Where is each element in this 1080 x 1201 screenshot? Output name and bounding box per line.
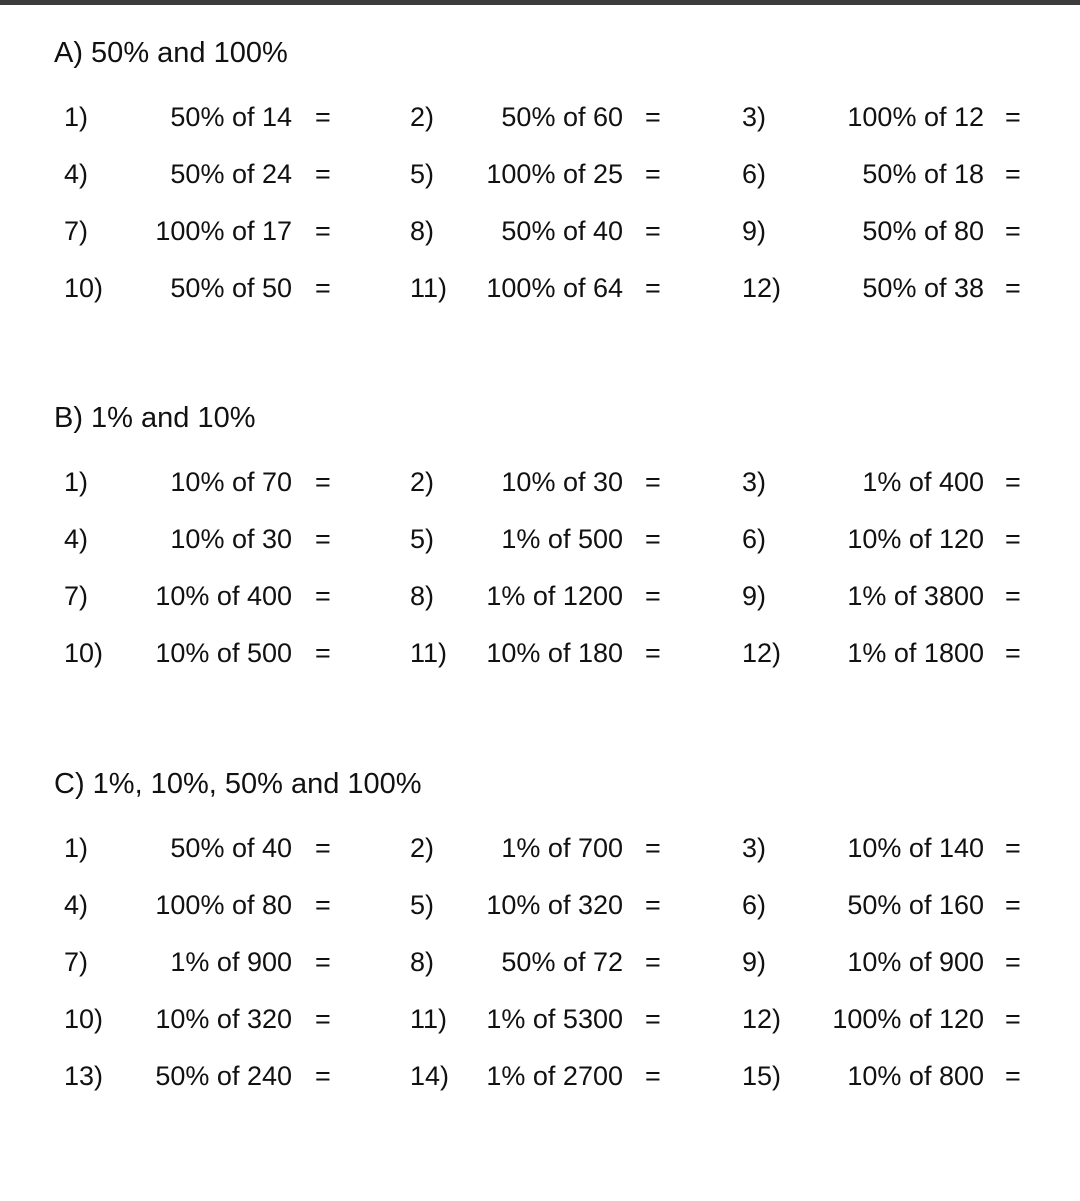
equals-sign: =: [645, 467, 661, 497]
question-number: 4): [64, 524, 89, 554]
question-expression: 10% of 120: [847, 524, 984, 554]
question-number: 12): [742, 1004, 782, 1034]
question-number: 10): [64, 1004, 104, 1034]
equals-sign: =: [1005, 1004, 1021, 1034]
question-number: 10): [64, 273, 104, 303]
question-number: 1): [64, 833, 89, 863]
question-row: [0, 579, 1080, 613]
question-number: 11): [410, 638, 448, 668]
question-number: 3): [742, 467, 767, 497]
question-number: 6): [742, 159, 767, 189]
question-expression: 100% of 64: [486, 273, 623, 303]
equals-sign: =: [315, 581, 331, 611]
equals-sign: =: [315, 524, 331, 554]
equals-sign: =: [1005, 638, 1021, 668]
equals-sign: =: [1005, 833, 1021, 863]
question-expression: 50% of 72: [501, 947, 623, 977]
equals-sign: =: [315, 159, 331, 189]
question-expression: 10% of 320: [155, 1004, 292, 1034]
question-number: 5): [410, 524, 435, 554]
question-expression: 10% of 30: [170, 524, 292, 554]
question-number: 8): [410, 581, 435, 611]
question-expression: 1% of 700: [501, 833, 623, 863]
question-row: [0, 888, 1080, 922]
question-expression: 100% of 120: [832, 1004, 984, 1034]
question-number: 3): [742, 833, 767, 863]
equals-sign: =: [645, 947, 661, 977]
equals-sign: =: [1005, 890, 1021, 920]
equals-sign: =: [315, 833, 331, 863]
equals-sign: =: [1005, 102, 1021, 132]
question-row: [0, 100, 1080, 134]
equals-sign: =: [1005, 581, 1021, 611]
equals-sign: =: [645, 159, 661, 189]
question-number: 1): [64, 102, 89, 132]
question-expression: 10% of 140: [847, 833, 984, 863]
question-expression: 10% of 800: [847, 1061, 984, 1091]
equals-sign: =: [645, 1061, 661, 1091]
question-expression: 1% of 500: [501, 524, 623, 554]
equals-sign: =: [645, 1004, 661, 1034]
question-number: 3): [742, 102, 767, 132]
question-number: 7): [64, 216, 89, 246]
question-expression: 50% of 50: [170, 273, 292, 303]
question-number: 10): [64, 638, 104, 668]
question-expression: 100% of 17: [155, 216, 292, 246]
equals-sign: =: [1005, 467, 1021, 497]
question-expression: 100% of 25: [486, 159, 623, 189]
question-row: [0, 157, 1080, 191]
question-expression: 50% of 24: [170, 159, 292, 189]
question-expression: 50% of 40: [501, 216, 623, 246]
question-expression: 1% of 1200: [486, 581, 623, 611]
question-number: 4): [64, 159, 89, 189]
question-expression: 50% of 38: [862, 273, 984, 303]
question-number: 8): [410, 947, 435, 977]
question-expression: 50% of 160: [847, 890, 984, 920]
equals-sign: =: [1005, 273, 1021, 303]
question-row: [0, 271, 1080, 305]
question-expression: 1% of 2700: [486, 1061, 623, 1091]
equals-sign: =: [1005, 524, 1021, 554]
question-row: [0, 945, 1080, 979]
equals-sign: =: [315, 102, 331, 132]
question-number: 2): [410, 833, 435, 863]
question-expression: 10% of 320: [486, 890, 623, 920]
question-row: [0, 831, 1080, 865]
equals-sign: =: [315, 1061, 331, 1091]
question-expression: 1% of 400: [862, 467, 984, 497]
equals-sign: =: [1005, 159, 1021, 189]
question-number: 12): [742, 638, 782, 668]
question-number: 4): [64, 890, 89, 920]
top-border: [0, 0, 1080, 5]
question-number: 7): [64, 581, 89, 611]
equals-sign: =: [315, 1004, 331, 1034]
question-number: 12): [742, 273, 782, 303]
question-expression: 10% of 500: [155, 638, 292, 668]
question-number: 8): [410, 216, 435, 246]
question-number: 9): [742, 581, 767, 611]
equals-sign: =: [1005, 947, 1021, 977]
equals-sign: =: [645, 581, 661, 611]
equals-sign: =: [315, 947, 331, 977]
question-number: 6): [742, 524, 767, 554]
equals-sign: =: [645, 102, 661, 132]
question-expression: 100% of 80: [155, 890, 292, 920]
equals-sign: =: [1005, 216, 1021, 246]
question-expression: 10% of 900: [847, 947, 984, 977]
section-title: A) 50% and 100%: [54, 37, 288, 69]
question-number: 1): [64, 467, 89, 497]
question-expression: 100% of 12: [847, 102, 984, 132]
question-row: [0, 636, 1080, 670]
question-expression: 10% of 30: [501, 467, 623, 497]
question-row: [0, 465, 1080, 499]
question-expression: 1% of 900: [170, 947, 292, 977]
equals-sign: =: [315, 467, 331, 497]
question-row: [0, 1059, 1080, 1093]
question-number: 11): [410, 1004, 448, 1034]
question-expression: 50% of 14: [170, 102, 292, 132]
question-row: [0, 522, 1080, 556]
question-number: 9): [742, 947, 767, 977]
question-expression: 10% of 70: [170, 467, 292, 497]
question-number: 5): [410, 890, 435, 920]
equals-sign: =: [645, 833, 661, 863]
equals-sign: =: [1005, 1061, 1021, 1091]
question-number: 14): [410, 1061, 450, 1091]
question-expression: 50% of 18: [862, 159, 984, 189]
equals-sign: =: [645, 216, 661, 246]
question-expression: 50% of 40: [170, 833, 292, 863]
question-number: 6): [742, 890, 767, 920]
question-expression: 50% of 80: [862, 216, 984, 246]
question-number: 9): [742, 216, 767, 246]
question-expression: 10% of 400: [155, 581, 292, 611]
question-number: 15): [742, 1061, 782, 1091]
question-row: [0, 1002, 1080, 1036]
question-expression: 1% of 1800: [847, 638, 984, 668]
equals-sign: =: [315, 890, 331, 920]
question-number: 5): [410, 159, 435, 189]
equals-sign: =: [315, 638, 331, 668]
question-number: 2): [410, 467, 435, 497]
section-title: C) 1%, 10%, 50% and 100%: [54, 768, 422, 800]
question-expression: 1% of 3800: [847, 581, 984, 611]
section-title: B) 1% and 10%: [54, 402, 256, 434]
equals-sign: =: [315, 216, 331, 246]
question-expression: 1% of 5300: [486, 1004, 623, 1034]
question-expression: 50% of 60: [501, 102, 623, 132]
question-number: 11): [410, 273, 448, 303]
equals-sign: =: [315, 273, 331, 303]
question-row: [0, 214, 1080, 248]
equals-sign: =: [645, 638, 661, 668]
equals-sign: =: [645, 890, 661, 920]
equals-sign: =: [645, 273, 661, 303]
question-expression: 50% of 240: [155, 1061, 292, 1091]
question-expression: 10% of 180: [486, 638, 623, 668]
equals-sign: =: [645, 524, 661, 554]
question-number: 2): [410, 102, 435, 132]
question-number: 7): [64, 947, 89, 977]
question-number: 13): [64, 1061, 104, 1091]
